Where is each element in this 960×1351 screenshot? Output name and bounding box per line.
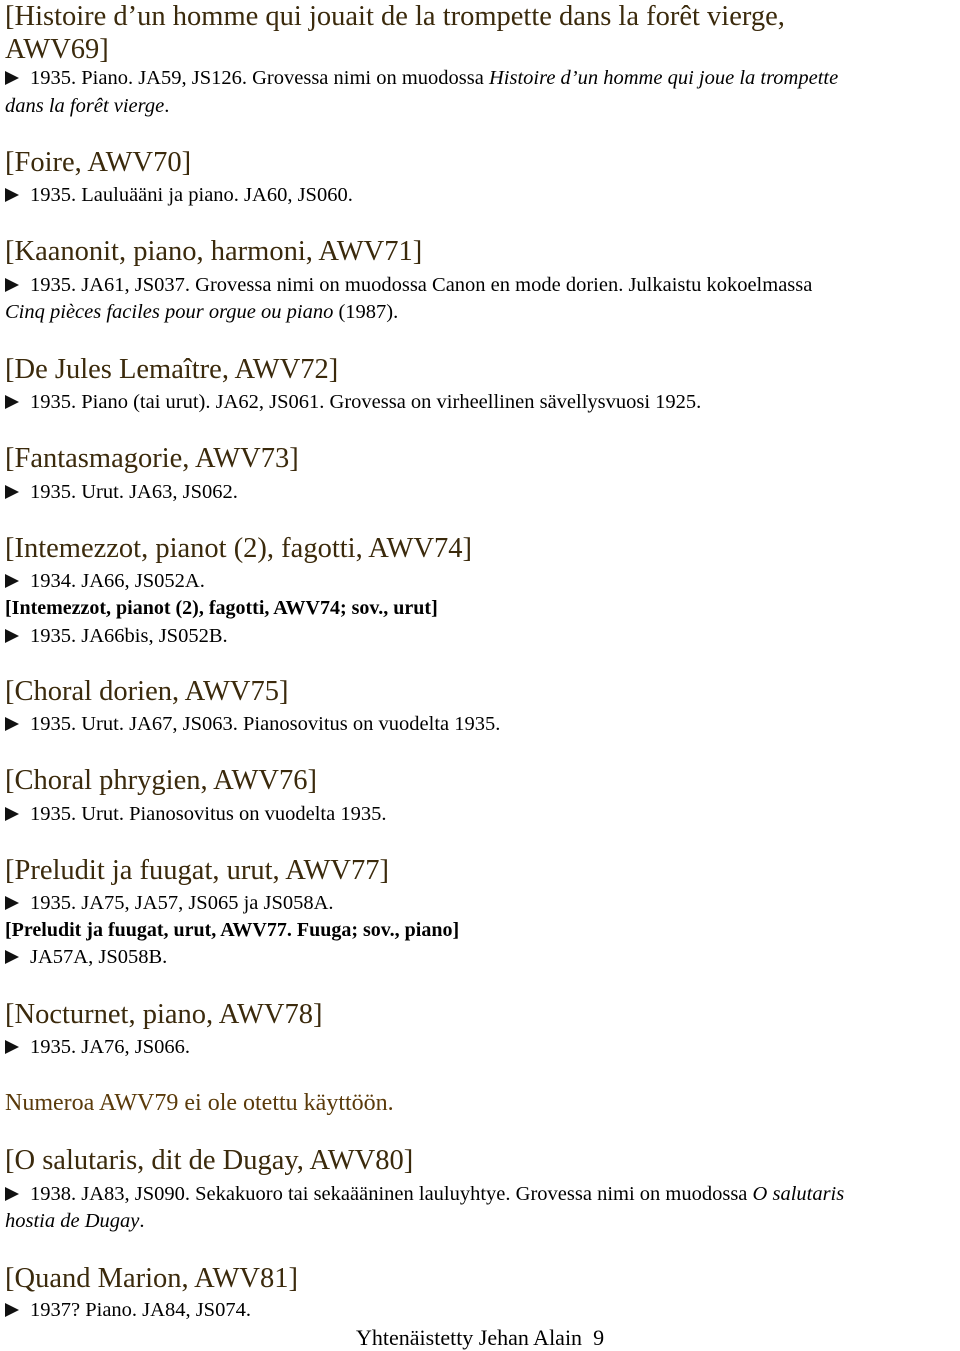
entry-description: 1935. Lauluääni ja piano. JA60, JS060.	[5, 185, 955, 206]
unused-number-note: Numeroa AWV79 ei ole otettu käyttöön.	[5, 1090, 394, 1116]
play-triangle-icon	[5, 278, 19, 292]
play-triangle-icon	[5, 1040, 19, 1054]
play-triangle-icon	[5, 1303, 19, 1317]
play-triangle-icon	[5, 395, 19, 409]
play-triangle-icon	[5, 188, 19, 202]
entry-description: 1935. JA75, JA57, JS065 ja JS058A.	[5, 893, 955, 914]
entry-description: 1935. JA61, JS037. Grovessa nimi on muodossa Canon en mode dorien. Julkaistu kokoelmassa	[5, 275, 955, 296]
entry-sub-description: JA57A, JS058B.	[5, 947, 955, 968]
entry-sub-description: 1935. JA66bis, JS052B.	[5, 626, 955, 647]
play-triangle-icon	[5, 807, 19, 821]
entry-description: 1938. JA83, JS090. Sekakuoro tai sekaääninen lauluyhtye. Grovessa nimi on muodossa O salutaris	[5, 1184, 955, 1205]
entry-title: [O salutaris, dit de Dugay, AWV80]	[5, 1145, 414, 1176]
entry-title: [Kaanonit, piano, harmoni, AWV71]	[5, 236, 423, 267]
entry-title: [Choral dorien, AWV75]	[5, 676, 289, 707]
entry-description: 1934. JA66, JS052A.	[5, 571, 955, 592]
entry-title: [Preludit ja fuugat, urut, AWV77]	[5, 855, 389, 886]
entry-description-continued: Cinq pièces faciles pour orgue ou piano (1987).	[5, 301, 399, 323]
entry-description: 1935. Piano (tai urut). JA62, JS061. Grovessa on virheellinen sävellysvuosi 1925.	[5, 392, 955, 413]
entry-description: 1935. Urut. Pianosovitus on vuodelta 1935.	[5, 804, 955, 825]
entry-title-continued: AWV69]	[5, 34, 109, 65]
entry-description: 1935. Urut. JA67, JS063. Pianosovitus on vuodelta 1935.	[5, 714, 955, 735]
play-triangle-icon	[5, 485, 19, 499]
entry-description: 1935. Urut. JA63, JS062.	[5, 482, 955, 503]
entry-description: 1935. JA76, JS066.	[5, 1037, 955, 1058]
play-triangle-icon	[5, 629, 19, 643]
page-number: 9	[593, 1325, 605, 1350]
footer-text: Yhtenäistetty Jehan Alain	[356, 1325, 583, 1350]
play-triangle-icon	[5, 717, 19, 731]
entry-title: [De Jules Lemaître, AWV72]	[5, 354, 339, 385]
entry-title: [Quand Marion, AWV81]	[5, 1263, 298, 1294]
entry-description: 1937? Piano. JA84, JS074.	[5, 1300, 955, 1321]
play-triangle-icon	[5, 71, 19, 85]
entry-title: [Fantasmagorie, AWV73]	[5, 443, 299, 474]
page-footer	[356, 1327, 604, 1349]
play-triangle-icon	[5, 1187, 19, 1201]
entry-title: [Histoire d’un homme qui jouait de la trompette dans la forêt vierge,	[5, 1, 785, 32]
entry-subtitle: [Intemezzot, pianot (2), fagotti, AWV74; sov., urut]	[5, 597, 438, 619]
play-triangle-icon	[5, 574, 19, 588]
entry-title: [Choral phrygien, AWV76]	[5, 765, 317, 796]
entry-description-continued: hostia de Dugay.	[5, 1210, 145, 1232]
entry-title: [Foire, AWV70]	[5, 147, 192, 178]
entry-subtitle: [Preludit ja fuugat, urut, AWV77. Fuuga; sov., piano]	[5, 919, 460, 941]
entry-title: [Nocturnet, piano, AWV78]	[5, 999, 323, 1030]
entry-description-continued: dans la forêt vierge.	[5, 95, 170, 117]
play-triangle-icon	[5, 896, 19, 910]
play-triangle-icon	[5, 950, 19, 964]
entry-description: 1935. Piano. JA59, JS126. Grovessa nimi on muodossa Histoire d’un homme qui joue la trompette	[5, 68, 955, 89]
entry-title: [Intemezzot, pianot (2), fagotti, AWV74]	[5, 533, 473, 564]
